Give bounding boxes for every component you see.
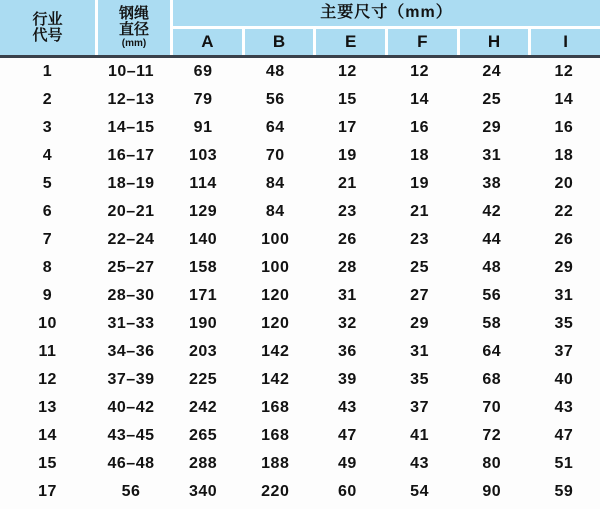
table-cell: 34–36	[107, 343, 155, 360]
table-cell: 12–13	[107, 91, 155, 108]
header-industry-code-line2: 代号	[32, 26, 63, 44]
table-cell: 37–39	[107, 371, 155, 388]
table-cell: 24	[482, 63, 502, 80]
table-cell: 68	[482, 371, 502, 388]
table-row	[0, 58, 600, 86]
table-cell: 48	[265, 63, 285, 80]
table-cell: 188	[261, 455, 290, 472]
header-rope-diameter-unit: (mm)	[121, 37, 147, 49]
table-cell: 31–33	[107, 315, 155, 332]
table-cell: 90	[482, 483, 502, 500]
table-cell: 40–42	[107, 399, 155, 416]
table-cell: 80	[482, 455, 502, 472]
table-cell: 18–19	[107, 175, 155, 192]
table-cell: 46–48	[107, 455, 155, 472]
table-cell: 120	[261, 315, 290, 332]
table-cell: 39	[338, 371, 357, 388]
table-cell: 12	[338, 63, 357, 80]
table-cell: 28–30	[107, 287, 155, 304]
table-cell: 59	[554, 483, 574, 500]
table-cell: 15	[338, 91, 357, 108]
table-row	[0, 226, 600, 254]
table-cell: 23	[410, 231, 429, 248]
table-cell: 3	[42, 119, 53, 136]
table-cell: 4	[42, 147, 53, 164]
table-cell: 340	[188, 483, 218, 500]
header-col-H: H	[460, 29, 529, 55]
table-cell: 20	[554, 175, 574, 192]
table-cell: 14–15	[107, 119, 155, 136]
table-cell: 17	[38, 483, 57, 500]
table-cell: 12	[38, 371, 57, 388]
table-cell: 17	[338, 119, 357, 136]
header-rope-diameter-line1: 钢绳	[118, 5, 149, 23]
table-row	[0, 450, 600, 478]
table-cell: 40	[554, 371, 574, 388]
table-cell: 8	[42, 259, 53, 276]
table-row	[0, 422, 600, 450]
table-cell: 103	[188, 147, 218, 164]
table-cell: 158	[188, 259, 218, 276]
table-cell: 79	[193, 91, 213, 108]
table-cell: 14	[410, 91, 429, 108]
table-cell: 14	[554, 91, 574, 108]
table-cell: 29	[554, 259, 574, 276]
table-cell: 242	[188, 399, 218, 416]
table-cell: 142	[261, 343, 290, 360]
table-cell: 225	[188, 371, 218, 388]
header-col-B: B	[245, 29, 314, 55]
table-cell: 25	[482, 91, 502, 108]
table-cell: 31	[482, 147, 502, 164]
table-cell: 32	[338, 315, 357, 332]
table-cell: 142	[261, 371, 290, 388]
table-cell: 42	[482, 203, 502, 220]
table-cell: 6	[42, 203, 53, 220]
table-cell: 44	[482, 231, 502, 248]
header-industry-code-line1: 行业	[32, 10, 63, 28]
table-cell: 36	[338, 343, 357, 360]
table-cell: 54	[410, 483, 429, 500]
table-cell: 16	[410, 119, 429, 136]
table-row	[0, 170, 600, 198]
table-cell: 288	[188, 455, 218, 472]
table-cell: 12	[410, 63, 429, 80]
table-cell: 129	[188, 203, 218, 220]
table-row	[0, 86, 600, 114]
table-cell: 203	[188, 343, 218, 360]
table-cell: 10	[38, 315, 57, 332]
table-cell: 26	[338, 231, 357, 248]
table-cell: 43	[410, 455, 429, 472]
table-cell: 27	[410, 287, 429, 304]
table-cell: 12	[554, 63, 574, 80]
table-cell: 21	[338, 175, 357, 192]
header-rope-diameter	[98, 0, 170, 55]
table-cell: 10–11	[107, 63, 155, 80]
header-col-E: E	[316, 29, 385, 55]
table-cell: 41	[410, 427, 429, 444]
table-cell: 22–24	[107, 231, 155, 248]
table-cell: 43	[554, 399, 574, 416]
table-cell: 28	[338, 259, 357, 276]
table-cell: 84	[265, 175, 285, 192]
table-cell: 51	[554, 455, 574, 472]
table-cell: 19	[338, 147, 357, 164]
table-cell: 18	[554, 147, 574, 164]
table-row	[0, 198, 600, 226]
table-cell: 19	[410, 175, 429, 192]
table-cell: 15	[38, 455, 57, 472]
header-industry-code	[0, 0, 95, 55]
table-cell: 49	[338, 455, 357, 472]
table-cell: 31	[410, 343, 429, 360]
table-cell: 64	[265, 119, 285, 136]
table-cell: 64	[482, 343, 502, 360]
header-col-F: F	[388, 29, 457, 55]
header-col-A: A	[173, 29, 242, 55]
table-cell: 190	[188, 315, 218, 332]
table-row	[0, 282, 600, 310]
table-cell: 1	[42, 63, 53, 80]
table-cell: 43–45	[107, 427, 155, 444]
table-cell: 100	[261, 259, 290, 276]
table-cell: 120	[261, 287, 290, 304]
table-cell: 70	[265, 147, 285, 164]
table-cell: 25–27	[107, 259, 155, 276]
table-cell: 16	[554, 119, 574, 136]
table-cell: 13	[38, 399, 57, 416]
table-cell: 171	[188, 287, 218, 304]
table-cell: 22	[554, 203, 574, 220]
table-cell: 26	[554, 231, 574, 248]
table-cell: 31	[338, 287, 357, 304]
table-cell: 47	[554, 427, 574, 444]
table-cell: 29	[410, 315, 429, 332]
table-cell: 58	[482, 315, 502, 332]
table-cell: 114	[189, 175, 217, 192]
table-cell: 60	[338, 483, 357, 500]
table-cell: 16–17	[107, 147, 155, 164]
table-cell: 35	[410, 371, 429, 388]
table-cell: 2	[42, 91, 53, 108]
table-row	[0, 142, 600, 170]
table-cell: 84	[265, 203, 285, 220]
table-cell: 5	[42, 175, 53, 192]
table-cell: 48	[482, 259, 502, 276]
table-row	[0, 254, 600, 282]
table-header	[0, 0, 600, 58]
header-rope-diameter-line2: 直径	[118, 21, 149, 38]
table-cell: 72	[482, 427, 502, 444]
table-cell: 91	[193, 119, 213, 136]
table-row	[0, 310, 600, 338]
table-cell: 140	[188, 231, 218, 248]
table-cell: 20–21	[107, 203, 155, 220]
table-row	[0, 338, 600, 366]
table-cell: 9	[42, 287, 53, 304]
table-cell: 265	[188, 427, 218, 444]
table-cell: 21	[410, 203, 429, 220]
table-cell: 220	[261, 483, 290, 500]
table-row	[0, 394, 600, 422]
table-cell: 100	[261, 231, 290, 248]
table-cell: 168	[261, 427, 290, 444]
header-main-dimensions: 主要尺寸（mm）	[173, 0, 600, 26]
table-cell: 69	[193, 63, 213, 80]
table-cell: 56	[121, 483, 141, 500]
table-cell: 37	[554, 343, 574, 360]
table-row	[0, 366, 600, 394]
table-cell: 23	[338, 203, 357, 220]
table-row	[0, 114, 600, 142]
table-cell: 56	[265, 91, 285, 108]
table-body	[0, 58, 600, 506]
table-cell: 25	[410, 259, 429, 276]
table-row	[0, 478, 600, 506]
table-cell: 43	[338, 399, 357, 416]
table-cell: 18	[410, 147, 429, 164]
table-cell: 47	[338, 427, 357, 444]
table-cell: 29	[482, 119, 502, 136]
table-cell: 168	[261, 399, 290, 416]
header-col-I: I	[531, 29, 600, 55]
table-cell: 38	[482, 175, 502, 192]
table-cell: 35	[554, 315, 574, 332]
table-cell: 7	[42, 231, 53, 248]
table-cell: 14	[38, 427, 57, 444]
table-cell: 37	[410, 399, 429, 416]
table-cell: 31	[554, 287, 574, 304]
table-cell: 70	[482, 399, 502, 416]
table-cell: 11	[38, 343, 57, 360]
table-cell: 56	[482, 287, 502, 304]
